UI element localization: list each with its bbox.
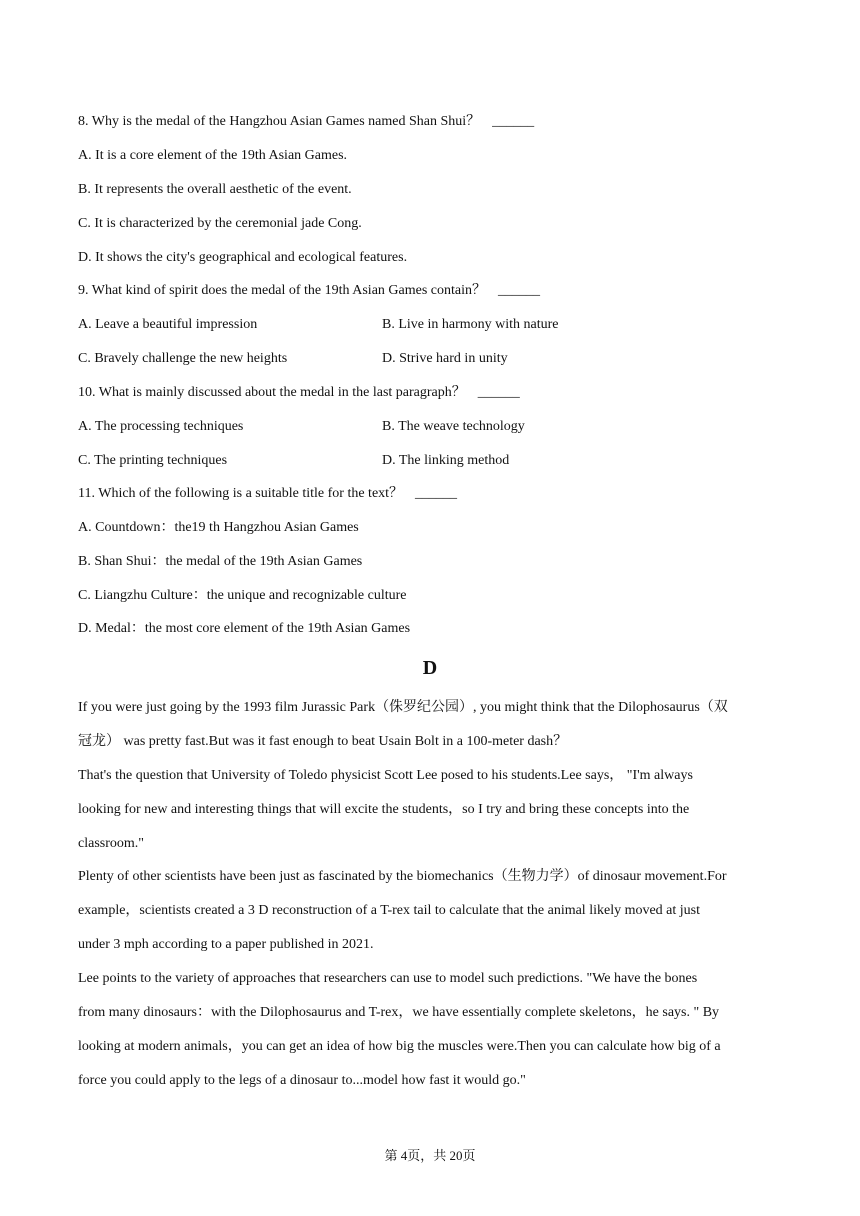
passage-line: If you were just going by the 1993 film Jurassic Park（侏罗纪公园）, you might think that the Dilophosaurus（双 [78, 700, 728, 715]
passage-line: classroom." [78, 836, 144, 851]
passage-line: under 3 mph according to a paper published in 2021. [78, 937, 374, 952]
option-a: A. It is a core element of the 19th Asian Games. [78, 148, 348, 163]
option-b: B. Live in harmony with nature [382, 317, 559, 332]
question-10-stem [78, 384, 520, 402]
option-a: A. Countdown：the19 th Hangzhou Asian Games [78, 520, 359, 535]
passage-line: looking at modern animals，you can get an idea of how big the muscles were.Then you can calculate how big of a [78, 1039, 721, 1054]
question-stem-text: 11. Which of the following is a suitable title for the text？ [78, 486, 404, 501]
section-heading: D [422, 657, 438, 679]
passage-line: example，scientists created a 3 D reconstruction of a T-rex tail to calculate that the animal likely moved at just [78, 903, 701, 918]
passage-line: That's the question that University of Toledo physicist Scott Lee posed to his students.Lee says， "I'm always [78, 768, 693, 783]
option-d: D. Medal：the most core element of the 19th Asian Games [78, 621, 411, 636]
question-stem-text: 10. What is mainly discussed about the medal in the last paragraph？ [78, 385, 466, 400]
option-c: C. Liangzhu Culture：the unique and recognizable culture [78, 588, 407, 603]
passage-line: looking for new and interesting things that will excite the students，so I try and bring these concepts into the [78, 802, 690, 817]
passage-line: force you could apply to the legs of a dinosaur to...model how fast it would go." [78, 1073, 526, 1088]
option-b: B. It represents the overall aesthetic of the event. [78, 182, 352, 197]
question-stem-text: 8. Why is the medal of the Hangzhou Asian Games named Shan Shui？ [78, 114, 481, 129]
option-c: C. The printing techniques [78, 453, 228, 468]
passage-line: from many dinosaurs：with the Dilophosaurus and T-rex，we have essentially complete skeletons，he says. " By [78, 1005, 720, 1020]
option-c: C. It is characterized by the ceremonial jade Cong. [78, 216, 362, 231]
question-stem-text: 9. What kind of spirit does the medal of the 19th Asian Games contain？ [78, 283, 486, 298]
question-8-stem [78, 113, 534, 131]
passage-line: 冠龙） was pretty fast.But was it fast enough to beat Usain Bolt in a 100-meter dash？ [78, 734, 568, 749]
option-d: D. It shows the city's geographical and ecological features. [78, 250, 408, 265]
question-9-stem [78, 282, 540, 300]
option-d: D. The linking method [382, 453, 510, 468]
question-11-stem [78, 485, 457, 503]
passage-line: Lee points to the variety of approaches that researchers can use to model such predictions. "We have the bones [78, 971, 698, 986]
option-a: A. The processing techniques [78, 419, 244, 434]
answer-blank: ______ [492, 114, 535, 129]
page-footer: 第 4页，共 20页 [384, 1148, 476, 1163]
answer-blank: ______ [415, 486, 458, 501]
answer-blank: ______ [498, 283, 540, 298]
passage-line: Plenty of other scientists have been just as fascinated by the biomechanics（生物力学）of dinosaur movement.For [78, 869, 727, 884]
answer-blank: ______ [477, 385, 520, 400]
option-a: A. Leave a beautiful impression [78, 317, 258, 332]
option-b: B. Shan Shui：the medal of the 19th Asian Games [78, 554, 363, 569]
option-d: D. Strive hard in unity [382, 351, 508, 366]
option-b: B. The weave technology [382, 419, 525, 434]
option-c: C. Bravely challenge the new heights [78, 351, 288, 366]
